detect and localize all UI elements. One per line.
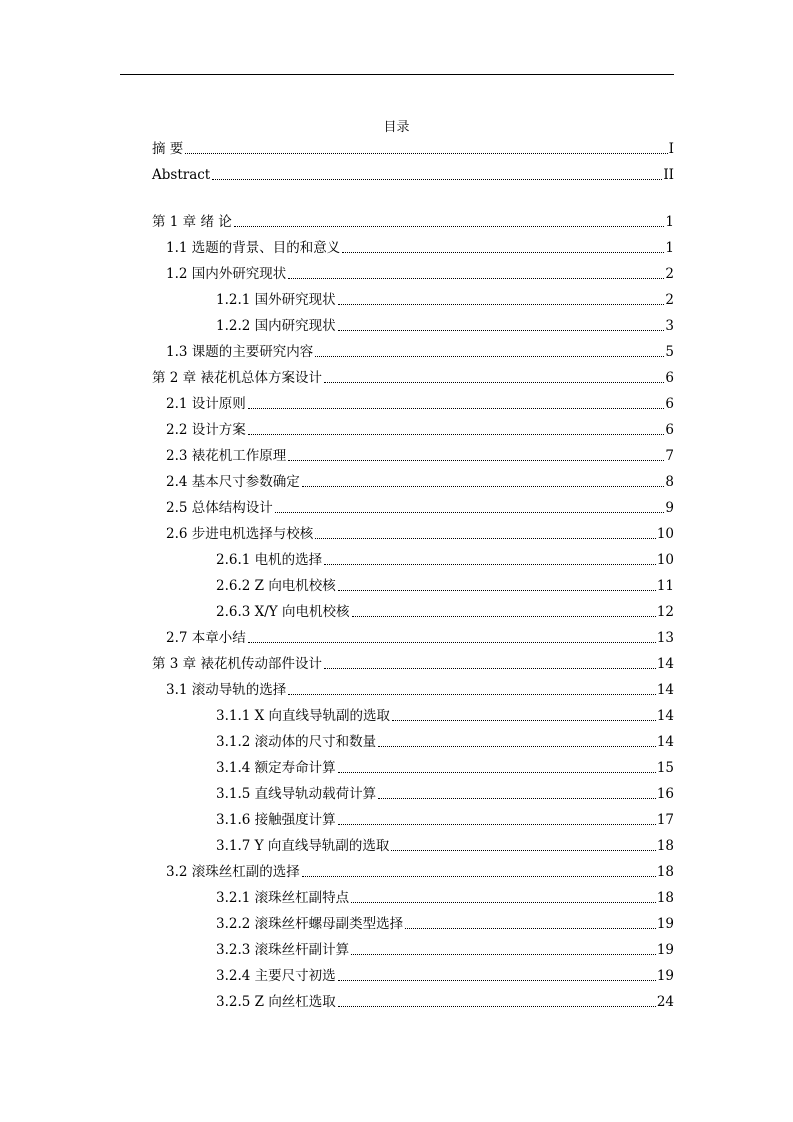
dot-leader	[275, 512, 665, 513]
toc-entry-page: 12	[656, 604, 674, 620]
toc-entry-page: 2	[665, 292, 674, 308]
toc-entry[interactable]	[166, 679, 674, 699]
dot-leader	[315, 538, 656, 539]
toc-entry-page: 10	[656, 552, 674, 568]
toc-entry[interactable]	[216, 809, 674, 829]
toc-entry-label: 第 1 章 绪 论	[152, 214, 232, 230]
toc-entry-label: 2.6.2 Z 向电机校核	[216, 578, 336, 594]
toc-entry-label: 2.7 本章小结	[166, 630, 246, 646]
dot-leader	[342, 252, 664, 253]
toc-entry-label: 摘 要	[152, 141, 184, 157]
dot-leader	[324, 382, 664, 383]
toc-entry[interactable]	[166, 861, 674, 881]
toc-entry-label: 1.2.1 国外研究现状	[216, 292, 336, 308]
toc-entry-page: I	[668, 141, 674, 157]
dot-leader	[338, 772, 656, 773]
dot-leader	[405, 928, 656, 929]
toc-entry-page: 13	[656, 630, 674, 646]
toc-entry-label: 2.6.3 X/Y 向电机校核	[216, 604, 350, 620]
toc-entry-page: 17	[656, 812, 674, 828]
dot-leader	[351, 902, 656, 903]
toc-entry-page: 6	[665, 422, 674, 438]
dot-leader	[338, 590, 656, 591]
toc-entry[interactable]	[152, 367, 674, 387]
toc-entry-label: 3.1.2 滚动体的尺寸和数量	[216, 734, 377, 750]
toc-entry-page: 24	[656, 994, 674, 1010]
dot-leader	[234, 226, 665, 227]
toc-entry-page: 14	[656, 734, 674, 750]
dot-leader	[338, 330, 665, 331]
toc-entry[interactable]	[216, 887, 674, 907]
toc-entry-page: 2	[665, 266, 674, 282]
toc-entry[interactable]	[152, 164, 674, 184]
toc-entry-page: 19	[656, 942, 674, 958]
toc-entry[interactable]	[152, 653, 674, 673]
toc-entry-label: 3.2 滚珠丝杠副的选择	[166, 864, 300, 880]
toc-entry[interactable]	[166, 523, 674, 543]
toc-entry-label: 1.2.2 国内研究现状	[216, 318, 336, 334]
toc-entry-label: 3.2.1 滚珠丝杠副特点	[216, 890, 350, 906]
dot-leader	[302, 486, 665, 487]
toc-entry-page: 1	[665, 214, 674, 230]
dot-leader	[338, 824, 656, 825]
toc-entry-page: 18	[656, 838, 674, 854]
toc-entry[interactable]	[216, 731, 674, 751]
toc-entry[interactable]	[166, 471, 674, 491]
toc-entry-page: 18	[656, 864, 674, 880]
toc-entry[interactable]	[216, 991, 674, 1011]
toc-entry-label: 3.2.5 Z 向丝杠选取	[216, 994, 336, 1010]
toc-entry[interactable]	[216, 549, 674, 569]
toc-entry-label: 1.1 选题的背景、目的和意义	[166, 240, 341, 256]
toc-entry-page: 8	[665, 474, 674, 490]
toc-entry-page: II	[663, 167, 674, 183]
dot-leader	[288, 694, 656, 695]
toc-entry[interactable]	[166, 237, 674, 257]
toc-entry-page: 14	[656, 708, 674, 724]
dot-leader	[302, 876, 656, 877]
toc-entry-page: 7	[665, 448, 674, 464]
dot-leader	[378, 798, 656, 799]
dot-leader	[185, 153, 667, 154]
toc-entry-label: 2.1 设计原则	[166, 396, 246, 412]
toc-entry[interactable]	[216, 913, 674, 933]
toc-entry-label: 3.1.6 接触强度计算	[216, 812, 336, 828]
header-rule	[120, 74, 674, 75]
toc-entry-label: 2.4 基本尺寸参数确定	[166, 474, 300, 490]
toc-entry-page: 15	[656, 760, 674, 776]
toc-entry[interactable]	[166, 419, 674, 439]
toc-entry[interactable]	[166, 497, 674, 517]
toc-entry-page: 6	[665, 370, 674, 386]
toc-entry-label: Abstract	[152, 167, 211, 183]
dot-leader	[338, 304, 665, 305]
toc-entry-label: 2.2 设计方案	[166, 422, 246, 438]
toc-entry-label: 1.2 国内外研究现状	[166, 266, 287, 282]
toc-entry[interactable]	[216, 289, 674, 309]
toc-entry-label: 2.6.1 电机的选择	[216, 552, 323, 568]
toc-entry-page: 19	[656, 968, 674, 984]
toc-entry[interactable]	[216, 939, 674, 959]
toc-entry-label: 3.1.5 直线导轨动载荷计算	[216, 786, 377, 802]
dot-leader	[338, 1006, 656, 1007]
toc-entry-label: 3.1 滚动导轨的选择	[166, 682, 287, 698]
toc-entry-label: 3.1.1 X 向直线导轨副的选取	[216, 708, 391, 724]
dot-leader	[212, 179, 662, 180]
toc-entry[interactable]	[166, 445, 674, 465]
toc-entry-label: 2.3 裱花机工作原理	[166, 448, 287, 464]
dot-leader	[315, 356, 664, 357]
dot-leader	[391, 850, 655, 851]
toc-title: 目录	[383, 120, 410, 135]
toc-entry-page: 9	[665, 500, 674, 516]
toc-entry-page: 14	[656, 682, 674, 698]
toc-entry-page: 3	[665, 318, 674, 334]
toc-entry-label: 1.3 课题的主要研究内容	[166, 344, 314, 360]
toc-entry[interactable]	[216, 965, 674, 985]
toc-entry[interactable]	[216, 601, 674, 621]
toc-entry-page: 19	[656, 916, 674, 932]
dot-leader	[378, 746, 656, 747]
dot-leader	[352, 616, 656, 617]
dot-leader	[288, 460, 664, 461]
dot-leader	[248, 434, 665, 435]
dot-leader	[392, 720, 656, 721]
toc-entry-label: 2.5 总体结构设计	[166, 500, 273, 516]
toc-entry-label: 3.1.4 额定寿命计算	[216, 760, 336, 776]
dot-leader	[288, 278, 664, 279]
toc-entry[interactable]	[216, 705, 674, 725]
toc-entry-page: 1	[665, 240, 674, 256]
toc-entry-label: 2.6 步进电机选择与校核	[166, 526, 314, 542]
dot-leader	[338, 980, 656, 981]
dot-leader	[324, 668, 656, 669]
dot-leader	[248, 408, 665, 409]
dot-leader	[351, 954, 656, 955]
toc-entry-page: 10	[656, 526, 674, 542]
toc-entry[interactable]	[166, 627, 674, 647]
toc-entry-label: 第 2 章 裱花机总体方案设计	[152, 370, 322, 386]
toc-entry-page: 14	[656, 656, 674, 672]
toc-entry[interactable]	[166, 393, 674, 413]
toc-entry-page: 6	[665, 396, 674, 412]
toc-entry-page: 5	[665, 344, 674, 360]
dot-leader	[324, 564, 656, 565]
toc-entry[interactable]	[216, 757, 674, 777]
toc-entry-label: 3.2.3 滚珠丝杆副计算	[216, 942, 350, 958]
toc-entry-page: 11	[656, 578, 674, 594]
toc-entry[interactable]	[166, 263, 674, 283]
toc-entry[interactable]	[216, 783, 674, 803]
toc-entry-label: 3.2.2 滚珠丝杆螺母副类型选择	[216, 916, 404, 932]
dot-leader	[248, 642, 656, 643]
toc-entry-page: 16	[656, 786, 674, 802]
toc-entry[interactable]	[152, 211, 674, 231]
toc-entry-label: 3.1.7 Y 向直线导轨副的选取	[216, 838, 390, 854]
toc-entry[interactable]	[216, 575, 674, 595]
toc-entry[interactable]	[152, 138, 674, 158]
toc-entry-page: 18	[656, 890, 674, 906]
toc-entry[interactable]	[216, 315, 674, 335]
toc-entry[interactable]	[216, 835, 674, 855]
toc-entry-label: 第 3 章 裱花机传动部件设计	[152, 656, 322, 672]
toc-entry[interactable]	[166, 341, 674, 361]
toc-entry-label: 3.2.4 主要尺寸初选	[216, 968, 336, 984]
